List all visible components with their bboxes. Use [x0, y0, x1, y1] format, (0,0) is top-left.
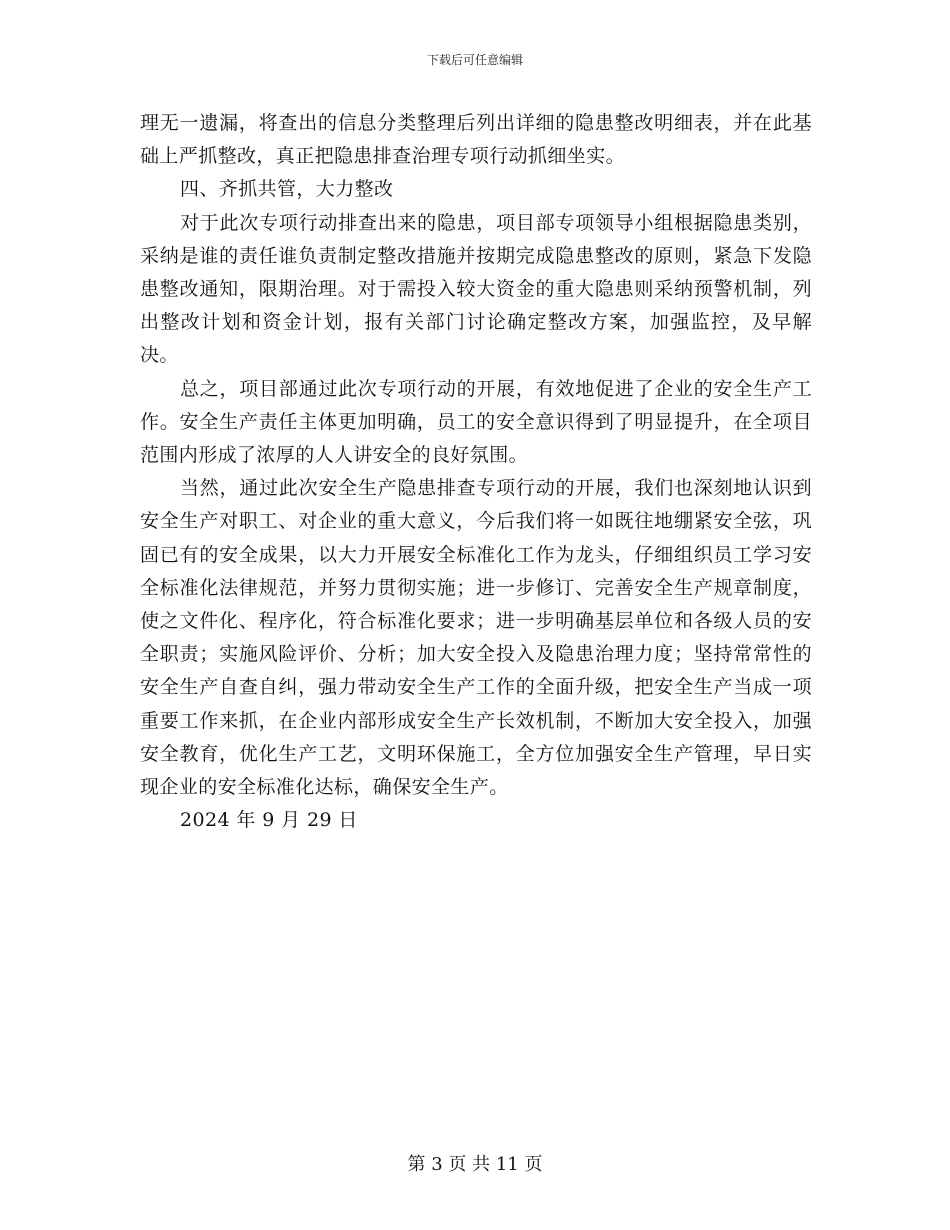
document-date: 2024 年 9 月 29 日	[180, 809, 358, 832]
paragraph-outlook: 当然，通过此次安全生产隐患排查专项行动的开展，我们也深刻地认识到安全生产对职工、对企业的重大意义，今后我们将一如既往地绷紧安全弦，巩固已有的安全成果，以大力开展安全标准化工作为龙头，仔细组织员工学习安全标准化法律规范，并努力贯彻实施；进一步修订、完善安全生产规章制度，使之文件化、程序化，符合标准化要求；进一步明确基层单位和各级人员的安全职责；实施风险评价、分析；加大安全投入及隐患治理力度；坚持常常性的安全生产自查自纠，强力带动安全生产工作的全面升级，把安全生产当成一项重要工作来抓，在企业内部形成安全生产长效机制，不断加大安全投入，加强安全教育，优化生产工艺，文明环保施工，全方位加强安全生产管理，早日实现企业的安全标准化达标，确保安全生产。	[140, 477, 812, 799]
page-number-footer: 第 3 页 共 11 页	[407, 1154, 543, 1175]
paragraph-rectification: 对于此次专项行动排查出来的隐患，项目部专项领导小组根据隐患类别，采纳是谁的责任谁负责制定整改措施并按期完成隐患整改的原则，紧急下发隐患整改通知，限期治理。对于需投入较大资金的重大隐患则采纳预警机制，列出整改计划和资金计划，报有关部门讨论确定整改方案，加强监控，及早解决。	[140, 211, 812, 367]
section-heading: 四、齐抓共管，大力整改	[180, 178, 394, 201]
document-body	[140, 107, 812, 837]
paragraph-continuation: 理无一遗漏，将查出的信息分类整理后列出详细的隐患整改明细表，并在此基础上严抓整改，真正把隐患排查治理专项行动抓细坐实。	[140, 112, 812, 168]
page-header: 下载后可任意编辑	[426, 53, 523, 67]
paragraph-summary: 总之，项目部通过此次专项行动的开展，有效地促进了企业的安全生产工作。安全生产责任主体更加明确，员工的安全意识得到了明显提升，在全项目范围内形成了浓厚的人人讲安全的良好氛围。	[140, 377, 812, 467]
